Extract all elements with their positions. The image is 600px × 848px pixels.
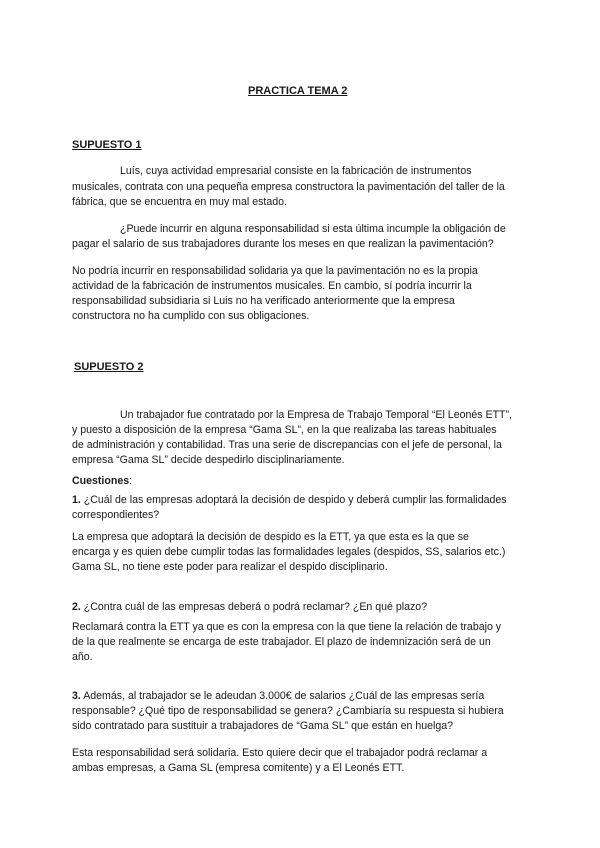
answer-1-line: La empresa que adoptará la decisión de despido es la ETT, ya que esta es la que se [72, 531, 469, 543]
supuesto-1-answer-line: constructora no ha cumplido con sus obligaciones. [72, 310, 310, 322]
question-1-number: 1. [72, 494, 81, 506]
answer-1-line: Gama SL, no tiene este poder para realizar el despido disciplinario. [72, 561, 388, 573]
supuesto-1-paragraph-line: fábrica, que se encuentra en muy mal estado. [72, 196, 287, 208]
supuesto-2-paragraph-line: de administración y contabilidad. Tras una serie de discrepancias con el jefe de personal, la [72, 439, 502, 451]
supuesto-1-question-line: ¿Puede incurrir en alguna responsabilidad si esta última incumple la obligación de [120, 223, 506, 235]
question-3-line: sido contratado para sustituir a trabajadores de “Gama SL” que están en huelga? [72, 720, 454, 732]
page-title: PRACTICA TEMA 2 [248, 85, 348, 97]
supuesto-2-heading: SUPUESTO 2 [74, 361, 144, 373]
answer-2-line: Reclamará contra la ETT ya que es con la empresa con la que tiene la relación de trabajo y [72, 621, 502, 633]
cuestiones-label: Cuestiones: [72, 475, 133, 487]
answer-2-line: de la que realmente se encarga de este trabajador. El plazo de indemnización será de un [72, 636, 491, 648]
answer-3-line: Esta responsabilidad será solidaria. Esto quiere decir que el trabajador podrá reclamar a [72, 747, 488, 759]
answer-2-line: año. [72, 651, 93, 663]
question-3: 3. Además, al trabajador se le adeudan 3.000€ de salarios ¿Cuál de las empresas sería [72, 690, 485, 702]
supuesto-2-paragraph-line: Un trabajador fue contratado por la Empresa de Trabajo Temporal “El Leonés ETT”, [120, 409, 512, 421]
supuesto-1-answer-line: No podría incurrir en responsabilidad solidaria ya que la pavimentación no es la propia [72, 265, 478, 277]
question-1-line: correspondientes? [72, 509, 160, 521]
question-2: 2. ¿Contra cuál de las empresas deberá o podrá reclamar? ¿En qué plazo? [72, 601, 428, 613]
answer-3-line: ambas empresas, a Gama SL (empresa comitente) y a El Leonés ETT. [72, 762, 405, 774]
supuesto-1-answer-line: responsabilidad subsidiaria si Luis no ha verificado anteriormente que la empresa [72, 295, 455, 307]
answer-1-line: encarga y es quien debe cumplir todas las formalidades legales (despidos, SS, salarios etc.) [72, 546, 506, 558]
question-2-number: 2. [72, 601, 81, 613]
question-1: 1. ¿Cuál de las empresas adoptará la decisión de despido y deberá cumplir las formalidades [72, 494, 507, 506]
supuesto-1-heading: SUPUESTO 1 [72, 139, 142, 151]
supuesto-2-paragraph-line: empresa “Gama SL” decide despedirlo disciplinariamente. [72, 454, 345, 466]
supuesto-2-paragraph-line: y puesto a disposición de la empresa “Gama SL”, en la que realizaba las tareas habituales [72, 424, 497, 436]
supuesto-1-paragraph-line: musicales, contrata con una pequeña empresa constructora la pavimentación del taller de la [72, 181, 505, 193]
question-3-line: responsable? ¿Qué tipo de responsabilidad se genera? ¿Cambiaría su respuesta si hubiera [72, 705, 504, 717]
question-3-number: 3. [72, 690, 81, 702]
supuesto-1-answer-line: actividad de la fabricación de instrumentos musicales. En cambio, sí podría incurrir la [72, 280, 472, 292]
supuesto-1-paragraph-line: Luís, cuya actividad empresarial consiste en la fabricación de instrumentos [120, 165, 472, 177]
supuesto-1-question-line: pagar el salario de sus trabajadores durante los meses en que realizan la pavimentación? [72, 238, 494, 250]
